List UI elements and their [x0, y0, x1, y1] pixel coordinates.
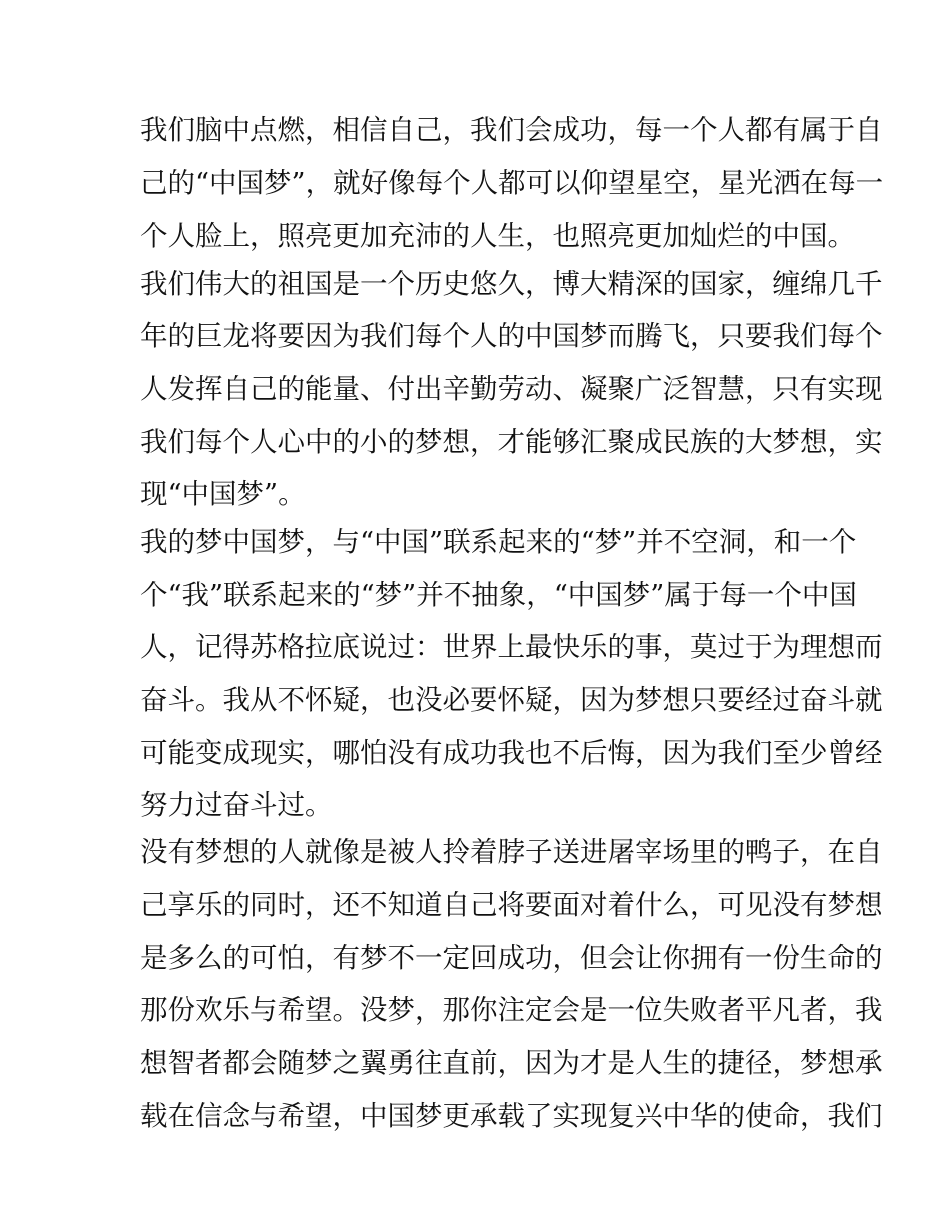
- text-line: 个“我”联系起来的“梦”并不抽象，“中国梦”属于每一个中国: [140, 579, 857, 611]
- text-line: 个人脸上，照亮更加充沛的人生，也照亮更加灿烂的中国。: [140, 220, 855, 252]
- text-line: 我们脑中点燃，相信自己，我们会成功，每一个人都有属于自: [140, 114, 883, 146]
- text-line: 人，记得苏格拉底说过：世界上最快乐的事，莫过于为理想而: [140, 631, 883, 663]
- text-line: 那份欢乐与希望。没梦，那你注定会是一位失败者平凡者，我: [140, 994, 883, 1026]
- text-line: 己享乐的同时，还不知道自己将要面对着什么，可见没有梦想: [140, 889, 883, 921]
- text-line: 载在信念与希望，中国梦更承载了实现复兴中华的使命，我们: [140, 1100, 883, 1132]
- text-line: 奋斗。我从不怀疑，也没必要怀疑，因为梦想只要经过奋斗就: [140, 684, 883, 716]
- text-line: 没有梦想的人就像是被人拎着脖子送进屠宰场里的鸭子，在自: [140, 836, 883, 868]
- text-line: 想智者都会随梦之翼勇往直前，因为才是人生的捷径，梦想承: [140, 1047, 883, 1079]
- text-line: 年的巨龙将要因为我们每个人的中国梦而腾飞，只要我们每个: [140, 320, 883, 352]
- text-line: 我们每个人心中的小的梦想，才能够汇聚成民族的大梦想，实: [140, 426, 883, 458]
- text-line: 己的“中国梦”，就好像每个人都可以仰望星空，星光洒在每一: [140, 167, 884, 199]
- text-line: 现“中国梦”。: [140, 478, 306, 510]
- text-line: 是多么的可怕，有梦不一定回成功，但会让你拥有一份生命的: [140, 942, 883, 974]
- text-line: 努力过奋斗过。: [140, 789, 333, 821]
- text-line: 人发挥自己的能量、付出辛勤劳动、凝聚广泛智慧，只有实现: [140, 373, 883, 405]
- text-line: 我们伟大的祖国是一个历史悠久，博大精深的国家，缠绵几千: [140, 268, 883, 300]
- text-line: 我的梦中国梦，与“中国”联系起来的“梦”并不空洞，和一个: [140, 526, 857, 558]
- text-line: 可能变成现实，哪怕没有成功我也不后悔，因为我们至少曾经: [140, 737, 883, 769]
